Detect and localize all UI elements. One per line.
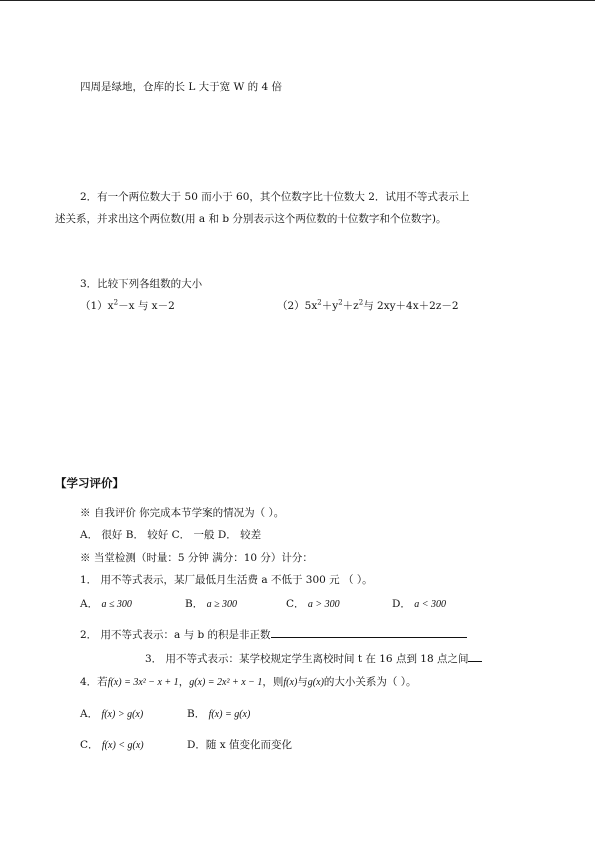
test-q4-option-d: D．随 x 值变化而变化: [187, 739, 293, 751]
question-3-part-2: $(2)5x^2+y^2+z^2$与 2xy＋4x＋2z－2: [277, 298, 459, 312]
test-q1-option-b: B． a ≥ 300: [185, 598, 238, 610]
question-2-line-2: 述关系，并求出这个两位数(用 a 和 b 分别表示这个两位数的十位数字和个位数字)。: [55, 213, 447, 225]
test-q2-stem: 2． 用不等式表示：a 与 b 的积是非正数: [80, 629, 271, 641]
test-q4-option-b: B． f(x) = g(x): [187, 708, 251, 720]
self-evaluation-options: A． 很好 B． 较好 C． 一般 D． 较差: [80, 529, 262, 541]
test-q2-answer-blank[interactable]: [271, 626, 467, 638]
test-q1-stem: 1． 用不等式表示，某厂最低月生活费 a 不低于 300 元 （ ）。: [80, 574, 373, 586]
in-class-test-header: ※ 当堂检测（时量：5 分钟 满分：10 分）计分：: [80, 552, 313, 564]
test-q3: [145, 650, 482, 666]
question-1-tail: 四周是绿地，仓库的长 L 大于宽 W 的 4 倍: [80, 81, 282, 93]
self-evaluation: ※ 自我评价 你完成本节学案的情况为（ ）。: [80, 507, 285, 519]
test-q1-option-a: A． a ≤ 300: [80, 598, 132, 610]
question-2-line-1: 2．有一个两位数大于 50 而小于 60，其个位数字比十位数大 2．试用不等式表示上: [80, 191, 470, 203]
question-3-part-1: $(1)x^2-x$ 与 x－2: [80, 298, 175, 312]
question-3-title: 3．比较下列各组数的大小: [80, 278, 203, 290]
test-q3-answer-blank[interactable]: [468, 650, 482, 662]
test-q4-stem: 4．若f(x) = 3x² − x + 1，g(x) = 2x² + x − 1，则f(x)与g(x)的大小关系为（ ）。: [80, 676, 417, 688]
test-q1-option-d: D． a < 300: [392, 598, 447, 610]
evaluation-heading: 【学习评价】: [55, 476, 124, 490]
test-q4-option-c: C． f(x) < g(x): [80, 739, 144, 751]
test-q3-stem: 3． 用不等式表示：某学校规定学生离校时间 t 在 16 点到 18 点之间: [145, 653, 469, 665]
test-q1-option-c: C． a > 300: [286, 598, 340, 610]
page-top-rule: [0, 0, 595, 1]
test-q2: [80, 626, 467, 642]
test-q4-option-a: A． f(x) > g(x): [80, 708, 144, 720]
